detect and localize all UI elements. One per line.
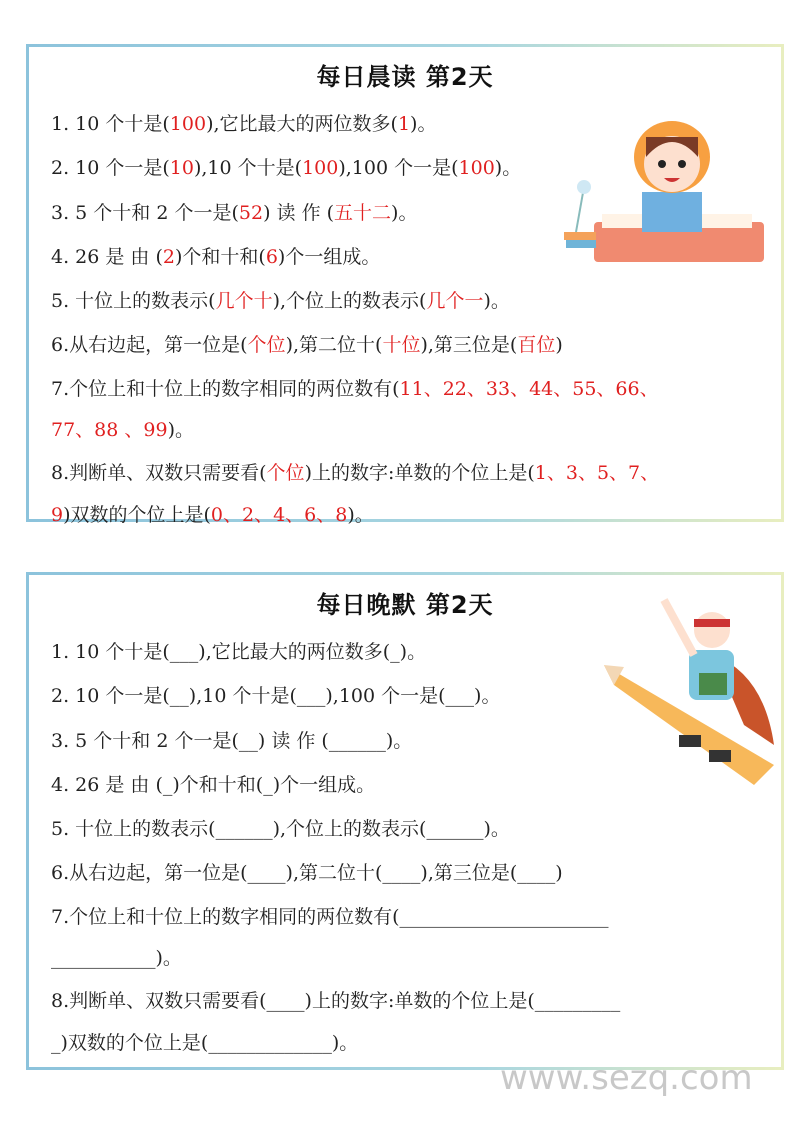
question-text: 6.从右边起，第一位是( bbox=[51, 334, 248, 356]
question-text: )个一组成。 bbox=[277, 246, 381, 268]
answer-text: 几个十 bbox=[215, 290, 273, 312]
morning-reading-card bbox=[26, 44, 784, 526]
question-text: ),10 个十是( bbox=[193, 157, 303, 179]
question-line bbox=[51, 242, 380, 269]
question-line bbox=[51, 286, 510, 313]
question-line bbox=[51, 902, 609, 929]
watermark: www.sezq.com bbox=[500, 1058, 753, 1098]
answer-text: 2 bbox=[162, 246, 175, 268]
question-text: ),第三位是( bbox=[420, 334, 518, 356]
question-line bbox=[51, 198, 417, 225]
answer-text: 1、3、5、7、 bbox=[534, 462, 660, 484]
question-text: ___________)。 bbox=[51, 947, 182, 969]
answer-text: 10 bbox=[169, 157, 194, 179]
morning-title: 每日晨读 第2天 bbox=[316, 63, 494, 91]
question-line bbox=[51, 858, 563, 885]
question-text: )双数的个位上是( bbox=[63, 504, 211, 526]
question-text: )。 bbox=[347, 504, 374, 526]
question-text: 3. 5 个十和 2 个一是( bbox=[51, 202, 239, 224]
question-text: )个和十和( bbox=[174, 246, 266, 268]
answer-text: 0、2、4、6、8 bbox=[210, 504, 348, 526]
answer-text: 100 bbox=[169, 113, 207, 135]
question-line bbox=[51, 500, 374, 527]
question-line bbox=[51, 458, 659, 485]
question-line bbox=[51, 770, 375, 797]
question-line bbox=[51, 109, 436, 136]
question-text: )。 bbox=[167, 419, 194, 441]
question-text: ) 读 作 ( bbox=[263, 202, 335, 224]
question-text: 2. 10 个一是(__),10 个十是(___),100 个一是(___)。 bbox=[51, 685, 501, 707]
question-text: 1. 10 个十是( bbox=[51, 113, 170, 135]
question-text: ) bbox=[555, 334, 563, 356]
question-text: )。 bbox=[483, 290, 510, 312]
question-text: 3. 5 个十和 2 个一是(__) 读 作 (______)。 bbox=[51, 730, 413, 752]
question-text: 7.个位上和十位上的数字相同的两位数有(______________________ bbox=[51, 906, 609, 928]
question-text: 8.判断单、双数只需要看( bbox=[51, 462, 267, 484]
question-text: 4. 26 是 由 ( bbox=[51, 246, 163, 268]
answer-text: 百位 bbox=[517, 334, 556, 356]
question-line bbox=[51, 374, 659, 401]
question-text: _)双数的个位上是(_____________)。 bbox=[51, 1032, 359, 1054]
question-text: )。 bbox=[391, 202, 418, 224]
question-line bbox=[51, 814, 510, 841]
question-text: 5. 十位上的数表示( bbox=[51, 290, 216, 312]
question-text: 7.个位上和十位上的数字相同的两位数有( bbox=[51, 378, 400, 400]
answer-text: 1 bbox=[397, 113, 411, 135]
question-text: 8.判断单、双数只需要看(____)上的数字:单数的个位上是(_________ bbox=[51, 990, 621, 1012]
question-line bbox=[51, 726, 412, 753]
question-line bbox=[51, 1028, 358, 1055]
answer-text: 100 bbox=[302, 157, 339, 179]
question-line bbox=[51, 415, 194, 442]
question-text: 5. 十位上的数表示(______),个位上的数表示(______)。 bbox=[51, 818, 510, 840]
question-line bbox=[51, 943, 182, 970]
question-text: ),它比最大的两位数多( bbox=[206, 113, 398, 135]
question-line bbox=[51, 681, 500, 708]
answer-text: 个位 bbox=[247, 334, 286, 356]
question-line bbox=[51, 153, 521, 180]
question-text: )。 bbox=[494, 157, 522, 179]
answer-text: 52 bbox=[238, 202, 264, 224]
answer-text: 十位 bbox=[382, 334, 421, 356]
answer-text: 几个一 bbox=[426, 290, 484, 312]
question-text: 1. 10 个十是(___),它比最大的两位数多(_)。 bbox=[51, 641, 427, 663]
question-text: ),个位上的数表示( bbox=[272, 290, 427, 312]
question-text: ),第二位十( bbox=[285, 334, 383, 356]
question-text: 2. 10 个一是( bbox=[51, 157, 170, 179]
question-line bbox=[51, 330, 563, 357]
question-text: 4. 26 是 由 (_)个和十和(_)个一组成。 bbox=[51, 774, 376, 796]
answer-text: 100 bbox=[458, 157, 495, 179]
question-text: ),100 个一是( bbox=[338, 157, 459, 179]
answer-text: 6 bbox=[265, 246, 278, 268]
answer-text: 11、22、33、44、55、66、 bbox=[399, 378, 659, 400]
answer-text: 五十二 bbox=[334, 202, 392, 224]
boy-on-pencil-illustration bbox=[594, 595, 784, 795]
question-text: 6.从右边起，第一位是(____),第二位十(____),第三位是(____) bbox=[51, 862, 563, 884]
answer-text: 个位 bbox=[266, 462, 305, 484]
question-text: )上的数字:单数的个位上是( bbox=[304, 462, 535, 484]
evening-dictation-card bbox=[26, 572, 784, 1070]
evening-title: 每日晚默 第2天 bbox=[316, 591, 494, 619]
question-line bbox=[51, 637, 426, 664]
question-line bbox=[51, 986, 620, 1013]
girl-reading-illustration bbox=[554, 102, 774, 272]
question-text: )。 bbox=[410, 113, 437, 135]
answer-text: 77、88 、99 bbox=[51, 419, 168, 441]
answer-text: 9 bbox=[51, 504, 64, 526]
